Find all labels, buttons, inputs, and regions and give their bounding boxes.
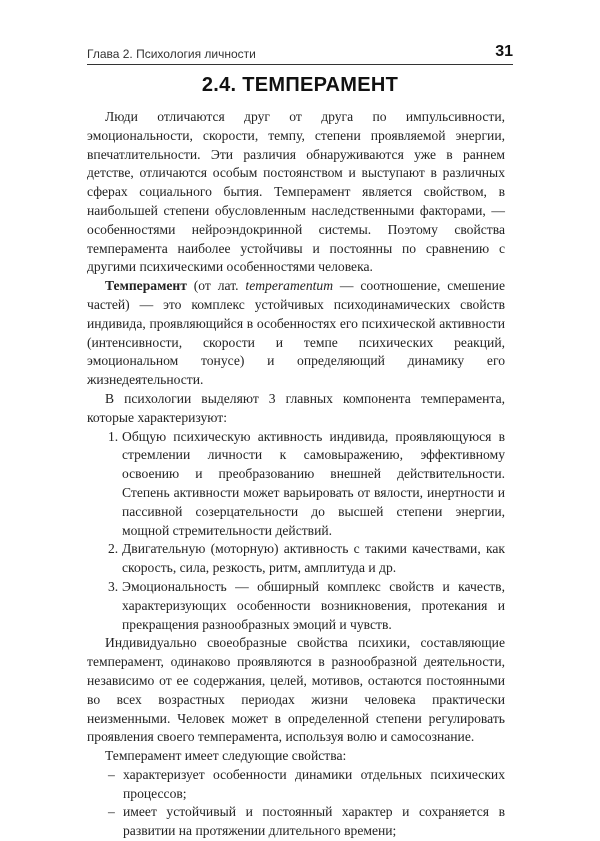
paragraph-individuality: Индивидуально своеобразные свойства психики, составляющие темперамент, одинаково проявляются в разнообразной деятельности, независимо от ее содержания, целей, мотивов, остаются постоянными во всех возрастных периодах жизни человека практически неизменными. Человек может в определенной степени регулировать проявления своего темперамента, используя волю и самосознание. [87, 635, 505, 745]
body-text [87, 108, 505, 841]
list-number: 3. [108, 578, 119, 594]
paragraph-components-intro: В психологии выделяют 3 главных компонента темперамента, которые характеризуют: [87, 390, 505, 425]
paragraph-definition [87, 277, 505, 390]
list-dash: – [108, 804, 115, 820]
paragraph-properties-intro: Темперамент имеет следующие свойства: [105, 748, 347, 764]
definition-text: — соотношение, смешение частей) — это комплекс устойчивых психодинамических свойств индивида, проявляющийся в особенностях его психической активности (интенсивности, скорости и темпе психических реакций, эмоциональном тонусе) и определяющий динамику его жизнедеятельности. [87, 278, 505, 388]
defined-term: Темперамент [105, 278, 187, 294]
list-item [108, 766, 505, 804]
definition-lead: (от лат. [186, 278, 246, 294]
list-item-text: имеет устойчивый и постоянный характер и сохраняется в развитии на протяжении длительного времени; [123, 804, 505, 839]
list-item-text: Общую психическую активность индивида, проявляющуюся в стремлении личности к самовыражению, эффективному освоению и преобразованию внешней действительности. Степень активности может варьировать от вялости, инертности и пассивной созерцательности до высшей степени энергии, мощной стремительности действий. [122, 428, 505, 538]
list-item [108, 540, 505, 578]
list-item-text: характеризует особенности динамики отдельных психических процессов; [123, 766, 505, 801]
components-list [87, 428, 505, 635]
list-item [108, 578, 505, 634]
section-title: 2.4. ТЕМПЕРАМЕНТ [201, 74, 399, 96]
list-number: 2. [108, 541, 119, 557]
paragraph-intro: Люди отличаются друг от друга по импульсивности, эмоциональности, скорости, темпу, степени проявляемой энергии, впечатлительности. Эти различия обнаруживаются уже в раннем детстве, отличаются особым постоянством и выступают в различных сферах социального бытия. Темперамент является свойством, в наибольшей степени обусловленным наследственными факторами, — особенностями нейроэндокринной системы. Поэтому свойства темперамента наиболее устойчивы и постоянны по сравнению с другими психическими особенностями человека. [87, 109, 505, 275]
list-dash: – [108, 766, 115, 782]
list-item-text: Эмоциональность — обширный комплекс свойств и качеств, характеризующих особенности возникновения, протекания и прекращения разнообразных эмоций и чувств. [122, 578, 505, 632]
chapter-title: Глава 2. Психология личности [87, 47, 256, 61]
page-number: 31 [495, 43, 513, 60]
properties-list [87, 766, 505, 841]
list-item [108, 803, 505, 841]
list-item-text: Двигательную (моторную) активность с такими качествами, как скорость, сила, резкость, ритм, амплитуда и др. [122, 541, 505, 576]
list-number: 1. [108, 428, 119, 444]
latin-term: temperamentum [245, 278, 334, 294]
list-item [108, 428, 505, 541]
running-header [87, 44, 513, 65]
